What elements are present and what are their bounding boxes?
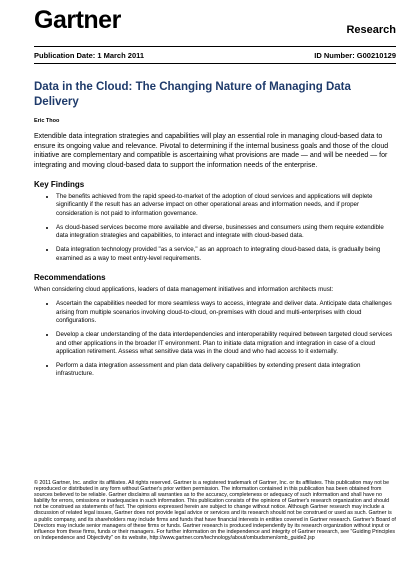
recommendations-lead: When considering cloud applications, leaders of data management initiatives and information architects must:: [34, 286, 334, 294]
recommendations-heading: Recommendations: [34, 273, 106, 283]
page-header: [34, 0, 396, 47]
list-item: • Develop a clear understanding of the data interdependencies and interoperability required between targeted cloud services and other applications in the broader IT environment. Plan to initiate data migration and integration in case of a cloud application retirement. Assess what sensitive data was in the cloud and who had access to it externally.: [56, 331, 396, 356]
publication-date: Publication Date: 1 March 2011: [34, 51, 145, 60]
research-label: Research: [346, 24, 396, 36]
list-item: • As cloud-based services become more available and diverse, businesses and consumers using them require extendible data integration strategies and capabilities, to interact and integrate with cloud-based data.: [56, 224, 396, 241]
document-title: Data in the Cloud: The Changing Nature of Managing Data Delivery: [34, 81, 351, 108]
list-item: • Data integration technology provided "as a service," as an approach to integrating cloud-based data, is gradually being examined as a way to meet entry-level requirements.: [56, 246, 396, 263]
list-item: • Perform a data integration assessment and plan data delivery capabilities by extending present data integration infrastructure.: [56, 362, 396, 379]
recommendations-list: [34, 300, 396, 378]
list-item: • Ascertain the capabilities needed for more seamless ways to access, integrate and deliver data. Anticipate data challenges arising from multiple scenarios involving cloud-to-cloud, on-premises with cloud and multi-enterprises with cloud configurations.: [56, 300, 396, 325]
intro-paragraph: Extendible data integration strategies and capabilities will play an essential role in managing cloud-based data to ensure its ongoing value and relevance. Pivotal to determining if the internal business goals and those of the cloud initiative are complementary and compatible is ascertaining what provisions are made — and will be needed — for integrating and moving cloud-based data to support the information needs of the enterprise.: [34, 133, 389, 169]
copyright-footer: © 2011 Gartner, Inc. and/or its affiliates. All rights reserved. Gartner is a registered trademark of Gartner, Inc. or its affiliates. This publication may not be reproduced or distributed in any form without Gartner's prior written permission. The information contained in this publication has been obtained from sources believed to be reliable. Gartner disclaims all warranties as to the accuracy, completeness or adequacy of such information and shall have no liability for errors, omissions or inadequacies in such information. This publication consists of the opinions of Gartner's research organization and should not be construed as statements of fact. The opinions expressed herein are subject to change without notice. Although Gartner research may include a discussion of related legal issues, Gartner does not provide legal advice or services and its research should not be construed or used as such. Gartner is a public company, and its shareholders may include firms and funds that have financial interests in entities covered in Gartner research. Gartner's Board of Directors may include senior managers of these firms or funds. Gartner research is produced independently by its research organization without input or influence from these firms, funds or their managers. For further information on the independence and integrity of Gartner research, see "Guiding Principles on Independence and Objectivity" on its website, http://www.gartner.com/technology/about/ombudsmen/omb_guide2.jsp: [34, 480, 396, 541]
gartner-logo: Gartner: [34, 6, 121, 34]
key-findings-heading: Key Findings: [34, 180, 85, 189]
id-number: ID Number: G00210129: [314, 51, 396, 60]
key-findings-list: [34, 193, 396, 263]
author: Eric Thoo: [34, 118, 60, 124]
list-item: • The benefits achieved from the rapid speed-to-market of the adoption of cloud services and applications will deplete significantly if the result has an adverse impact on other operational areas and information needs, and if proper consideration is not paid to information governance.: [56, 193, 396, 218]
publication-meta: [34, 47, 396, 64]
